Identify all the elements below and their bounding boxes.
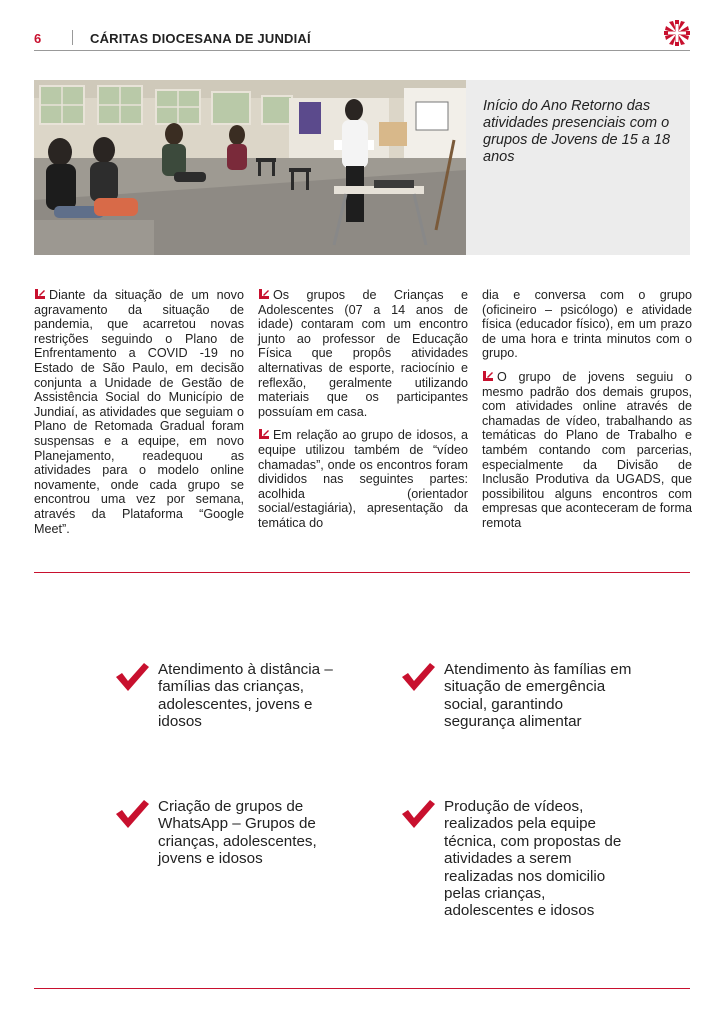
paragraph <box>482 370 692 531</box>
page-number: 6 <box>34 31 42 46</box>
paragraph-bullet-icon <box>34 288 46 300</box>
header-title: CÁRITAS DIOCESANA DE JUNDIAÍ <box>90 31 311 46</box>
check-icon <box>400 798 436 830</box>
paragraph <box>34 288 244 536</box>
text-column-1 <box>34 288 244 545</box>
photo-caption: Início do Ano Retorno das atividades presenciais com o grupos de Jovens de 15 a 18 anos <box>483 98 671 165</box>
check-icon <box>114 661 150 693</box>
paragraph <box>482 288 692 361</box>
page-header <box>0 0 725 52</box>
feature-text: Produção de vídeos, realizados pela equipe técnica, com propostas de atividades a serem realizadas nos domicilio pelas crianças, adolescentes e idosos <box>444 798 622 920</box>
text-column-3 <box>482 288 692 540</box>
caritas-cross-logo-icon <box>664 20 690 46</box>
bottom-divider <box>34 988 690 989</box>
paragraph-text: dia e conversa com o grupo (oficineiro – psicólogo) e atividade física (educador físico), em um prazo de uma hora e trinta minutos com o grupo. <box>482 288 692 361</box>
caption-box <box>466 80 690 255</box>
paragraph-text: Os grupos de Crianças e Adolescentes (07 a 14 anos de idade) contaram com um encontro junto ao professor de Educação Física que propôs atividades alternativas de esporte, raciocínio e reflexão, geralmente utilizando materiais que os participantes possuíam em casa. <box>258 288 468 419</box>
header-separator <box>72 30 73 45</box>
paragraph <box>258 288 468 419</box>
text-column-2 <box>258 288 468 540</box>
paragraph-bullet-icon <box>482 370 494 382</box>
section-divider <box>34 572 690 573</box>
feature-text: Criação de grupos de WhatsApp – Grupos de crianças, adolescentes, jovens e idosos <box>158 798 317 868</box>
paragraph-text: Diante da situação de um novo agravamento da situação de pandemia, que acarretou novas restrições seguindo o Plano de Enfrentamento a COVID -19 no Estado de São Paulo, em decisão conjunta a Unidade de Gestão de Assistência Social do Município de Jundiaí, as atividades que seguiam o Plano de Retomada Gradual foram suspensas e a equipe, em novo Planejamento, readequou as atividades para o modelo online novamente, onde cada grupo se encontrou uma vez por semana, através da Plataforma “Google Meet”. <box>34 288 244 536</box>
check-icon <box>114 798 150 830</box>
paragraph-text: Em relação ao grupo de idosos, a equipe utilizou também de “vídeo chamadas”, onde os encontros foram divididos nas seguintes partes: acolhida (orientador social/estagiária), apresentação da temática do <box>258 428 468 530</box>
paragraph <box>258 428 468 530</box>
feature-text: Atendimento às famílias em situação de emergência social, garantindo segurança alimentar <box>444 661 632 731</box>
check-icon <box>400 661 436 693</box>
header-rule <box>34 50 690 51</box>
paragraph-bullet-icon <box>258 288 270 300</box>
group-meeting-photo <box>34 80 466 255</box>
paragraph-bullet-icon <box>258 428 270 440</box>
feature-text: Atendimento à distância – famílias das crianças, adolescentes, jovens e idosos <box>158 661 333 731</box>
paragraph-text: O grupo de jovens seguiu o mesmo padrão dos demais grupos, com atividades online através de chamadas de vídeo, trabalhando as temáticas do Plano de Trabalho e também contando com parcerias, especialmente da Divisão de Inclusão Produtiva da UGADS, que possibilitou alguns encontros com empresas que aconteceram de forma remota <box>482 369 692 530</box>
